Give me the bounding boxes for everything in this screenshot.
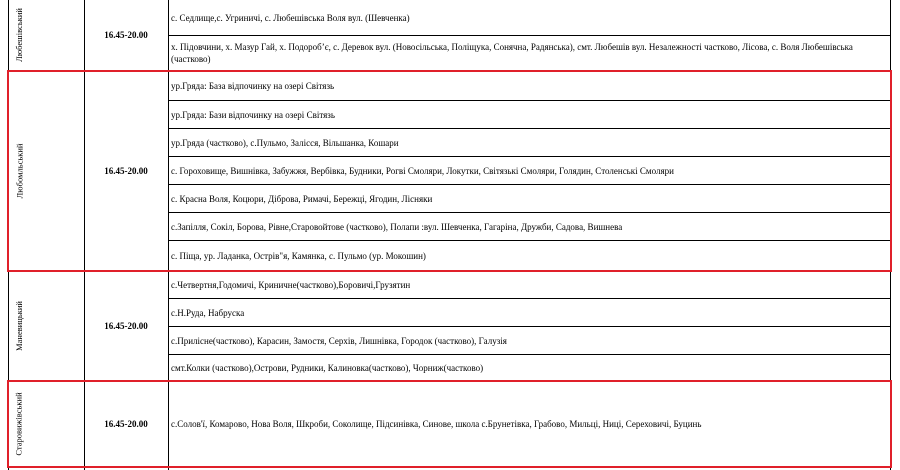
time-range: 16.45-20.00 [104,321,148,331]
region-label: Любешівський [14,8,25,62]
address-cell: с.Запілля, Сокіл, Борова, Рівне,Старовойтове (частково), Полапи :вул. Шевченка, Гагаріна, Дружби, Садова, Вишнева [171,221,623,232]
time-range: 16.45-20.00 [104,30,148,40]
address-cell: ур.Гряда: Бази відпочинку на озері Світязь [171,109,335,120]
address-cell: с.Солов'ї, Комарово, Нова Воля, Шкроби, Соколище, Підсинівка, Синове, школа с.Брунетівка, Грабово, Мильці, Ниці, Сереховичі, Буцинь [171,419,702,429]
address-cell: с. Красна Воля, Коцюри, Діброва, Римачі, Бережці, Ягодин, Лісняки [171,193,433,204]
address-cell: х. Підовчини, х. Мазур Гай, х. Подороб’є, с. Деревок вул. (Новосільська, Поліщука, Сонячна, Радянська), смт. Любешів вул. Незалежності частково, Лісова, с. Воля Любешівська (частково) [171,42,853,64]
region-label: Любомльський [14,143,24,198]
address-cell: ур.Гряда (частково), с.Пульмо, Залісся, Вільшанка, Кошари [171,137,399,148]
address-cell: с. Седлище,с. Угриничі, с. Любешівська Воля вул. (Шевченка) [171,13,410,23]
address-cell: с.Четвертня,Годомичі, Криничне(частково),Боровичі,Грузятин [171,279,411,290]
address-cell: с. Піща, ур. Ладанка, Острів"я, Камянка, с. Пульмо (ур. Мокошин) [171,250,426,261]
highlight-box [7,380,892,468]
time-range: 16.45-20.00 [104,165,148,176]
region-label: Маневицький [14,301,24,351]
time-range: 16.45-20.00 [104,419,148,429]
address-cell: смт.Колки (частково),Острови, Рудники, Калиновка(частково), Чорниж(частково) [171,363,484,373]
address-cell: с.Прилісне(частково), Карасин, Замостя, Серхів, Лишнівка, Городок (частково), Галузія [171,335,507,346]
address-cell: ур.Гряда: База відпочинку на озері Світязь [171,80,335,91]
highlight-box [7,70,892,272]
address-cell: с. Гороховище, Вишнівка, Забужжя, Вербівка, Будники, Рогві Смоляри, Локутки, Світязькі Смоляри, Голядин, Столенські Смоляри [171,165,674,176]
address-cell: с.Н.Руда, Набруска [171,307,245,318]
region-label: Старовижівський [14,392,25,456]
